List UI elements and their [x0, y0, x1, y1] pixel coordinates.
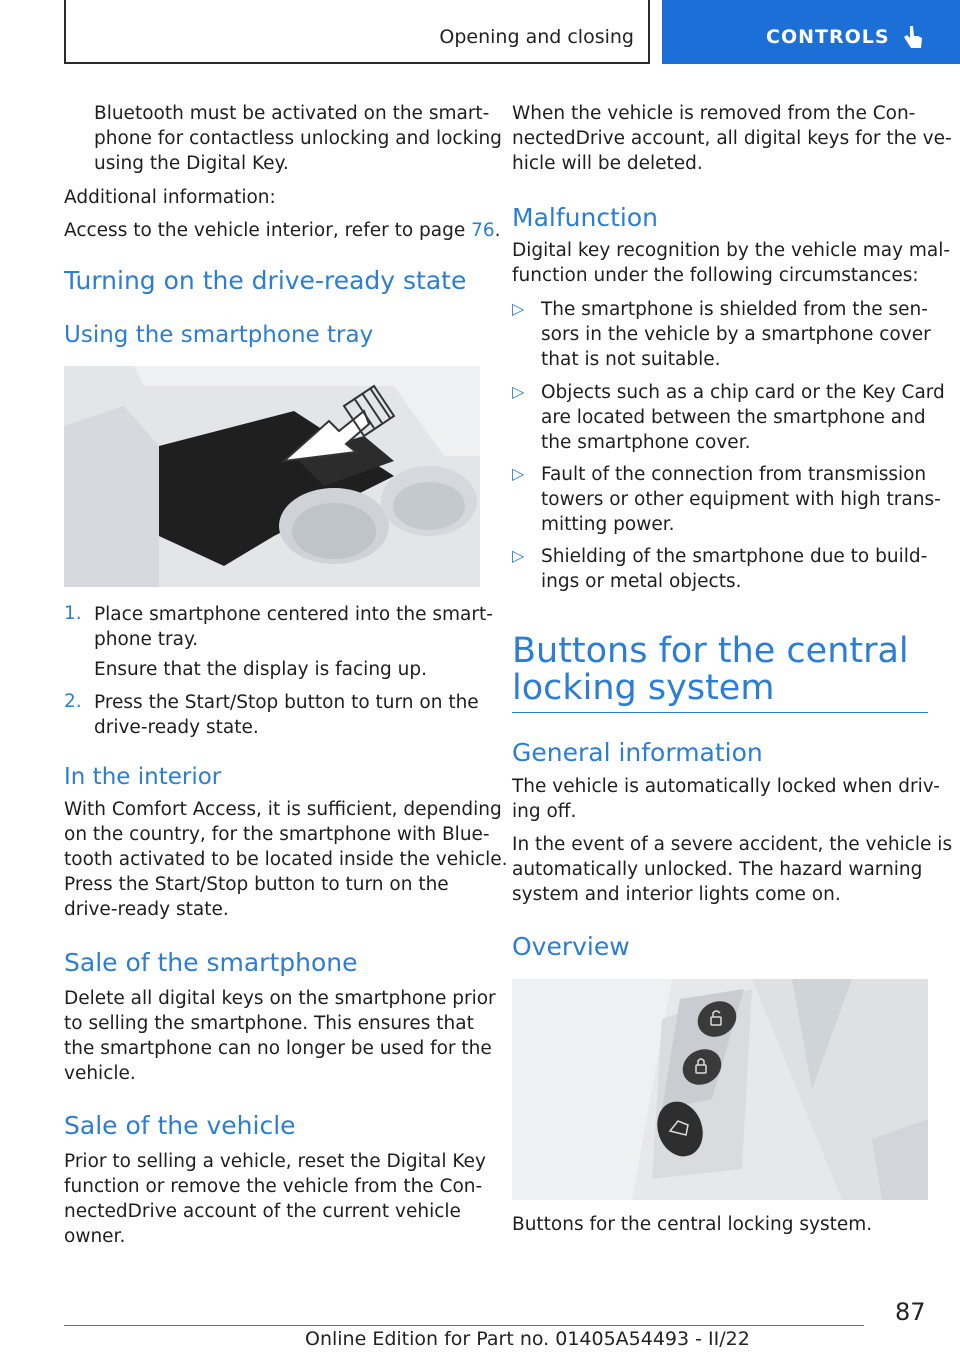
section-title: Opening and closing	[439, 26, 634, 48]
locking-buttons-illustration	[512, 979, 928, 1200]
heading-smartphone-tray: Using the smartphone tray	[64, 322, 374, 348]
step-2-line-2: drive-ready state.	[94, 717, 259, 738]
general-2-line-2: automatically unlocked. The hazard warning	[512, 859, 923, 880]
malfunction-line-1: Digital key recognition by the vehicle may mal-	[512, 240, 951, 261]
interior-line-3: tooth activated to be located inside the vehicle.	[64, 849, 508, 870]
intro-line-2: phone for contactless unlocking and locking	[94, 128, 502, 149]
sale-phone-line-4: vehicle.	[64, 1063, 136, 1084]
step-2-line-1: Press the Start/Stop button to turn on the	[94, 692, 479, 713]
removed-line-1: When the vehicle is removed from the Con-	[512, 103, 916, 124]
page-link[interactable]: 76	[471, 220, 495, 241]
heading-sale-vehicle: Sale of the vehicle	[64, 1111, 296, 1140]
sale-vehicle-line-4: owner.	[64, 1226, 126, 1247]
additional-info: Additional information:	[64, 187, 276, 208]
smartphone-tray-image	[64, 366, 480, 587]
sale-phone-line-3: the smartphone can no longer be used for the	[64, 1038, 492, 1059]
bullet-triangle-icon: ▷	[512, 464, 525, 483]
intro-line-3: using the Digital Key.	[94, 153, 289, 174]
heading-general-info: General information	[512, 738, 763, 767]
general-2-line-3: system and interior lights come on.	[512, 884, 841, 905]
bullet-1-line-3: that is not suitable.	[541, 349, 721, 370]
sale-vehicle-line-2: function or remove the vehicle from the Con-	[64, 1176, 483, 1197]
bullet-triangle-icon: ▷	[512, 299, 525, 318]
heading-drive-ready: Turning on the drive-ready state	[64, 266, 467, 295]
step-number: 2.	[64, 691, 82, 712]
footer-edition: Online Edition for Part no. 01405A54493 - II/22	[305, 1328, 750, 1350]
heading-buttons-line-1: Buttons for the central	[512, 631, 909, 671]
access-reference	[64, 218, 501, 243]
locking-buttons-image	[512, 979, 928, 1200]
bullet-4-line-2: ings or metal objects.	[541, 571, 742, 592]
bullet-3-line-2: towers or other equipment with high trans-	[541, 489, 941, 510]
heading-overview: Overview	[512, 932, 630, 961]
interior-line-5: drive-ready state.	[64, 899, 229, 920]
access-suffix: .	[494, 220, 501, 241]
interior-line-1: With Comfort Access, it is sufficient, depending	[64, 799, 502, 820]
access-text: Access to the vehicle interior, refer to page	[64, 220, 472, 241]
step-1-line-2: phone tray.	[94, 629, 199, 650]
image-caption: Buttons for the central locking system.	[512, 1214, 873, 1235]
chapter-tab[interactable]	[662, 0, 960, 64]
smartphone-tray-illustration	[64, 366, 480, 587]
heading-sale-smartphone: Sale of the smartphone	[64, 948, 358, 977]
bullet-2-line-3: the smartphone cover.	[541, 432, 751, 453]
removed-line-2: nectedDrive account, all digital keys for the ve-	[512, 128, 952, 149]
page-number: 87	[895, 1298, 926, 1326]
general-1-line-2: ing off.	[512, 801, 577, 822]
heading-interior: In the interior	[64, 764, 222, 790]
bullet-2-line-1: Objects such as a chip card or the Key Card	[541, 382, 945, 403]
interior-line-2: on the country, for the smartphone with Blue-	[64, 824, 490, 845]
footer-rule	[64, 1325, 864, 1326]
bullet-4-line-1: Shielding of the smartphone due to build-	[541, 546, 928, 567]
bullet-3-line-3: mitting power.	[541, 514, 675, 535]
step-number: 1.	[64, 603, 82, 624]
intro-line-1: Bluetooth must be activated on the smart-	[94, 103, 490, 124]
bullet-2-line-2: are located between the smartphone and	[541, 407, 926, 428]
general-1-line-1: The vehicle is automatically locked when driv-	[512, 776, 940, 797]
step-1-note: Ensure that the display is facing up.	[94, 659, 428, 680]
sale-phone-line-1: Delete all digital keys on the smartphone prior	[64, 988, 496, 1009]
sale-vehicle-line-3: nectedDrive account of the current vehicle	[64, 1201, 461, 1222]
bullet-1-line-2: sors in the vehicle by a smartphone cover	[541, 324, 931, 345]
general-2-line-1: In the event of a severe accident, the vehicle is	[512, 834, 953, 855]
interior-line-4: Press the Start/Stop button to turn on the	[64, 874, 449, 895]
bullet-triangle-icon: ▷	[512, 382, 525, 401]
removed-line-3: hicle will be deleted.	[512, 153, 703, 174]
chapter-title: CONTROLS	[766, 26, 890, 48]
sale-phone-line-2: to selling the smartphone. This ensures that	[64, 1013, 474, 1034]
heading-malfunction: Malfunction	[512, 203, 658, 232]
malfunction-line-2: function under the following circumstances:	[512, 265, 919, 286]
bullet-3-line-1: Fault of the connection from transmission	[541, 464, 927, 485]
header-section-box	[64, 0, 650, 64]
bullet-triangle-icon: ▷	[512, 546, 525, 565]
heading-buttons-line-2: locking system	[512, 668, 775, 708]
section-divider	[512, 712, 928, 713]
hand-pointer-icon	[902, 24, 924, 52]
sale-vehicle-line-1: Prior to selling a vehicle, reset the Digital Key	[64, 1151, 486, 1172]
step-1-line-1: Place smartphone centered into the smart-	[94, 604, 493, 625]
bullet-1-line-1: The smartphone is shielded from the sen-	[541, 299, 928, 320]
